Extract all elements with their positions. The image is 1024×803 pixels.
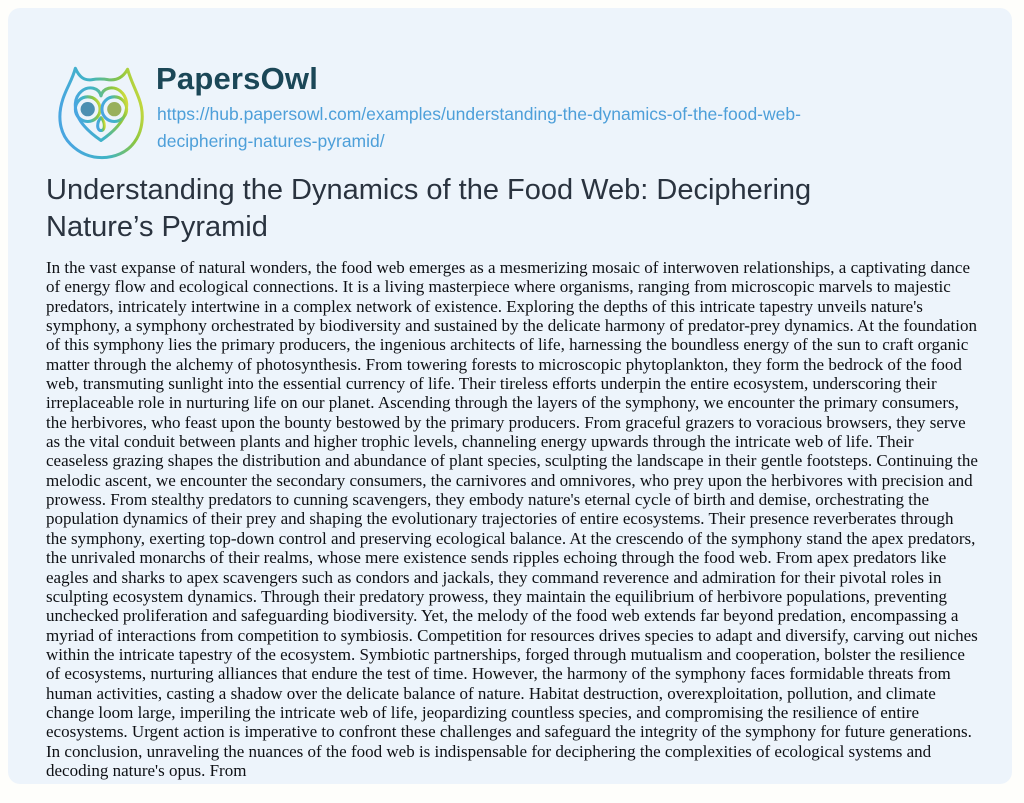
- article-url-link[interactable]: https://hub.papersowl.com/examples/understanding-the-dynamics-of-the-food-web-deciphering-natures-pyramid/: [157, 104, 801, 151]
- article-body: In the vast expanse of natural wonders, the food web emerges as a mesmerizing mosaic of interwoven relationships, a captivating dance of energy flow and ecological connections. It is a living masterpiece where organisms, ranging from microscopic marvels to majestic predators, intricately intertwine in a complex network of existence. Exploring the depths of this intricate tapestry unveils nature's symphony, a symphony orchestrated by biodiversity and sustained by the delicate harmony of predator-prey dynamics. At the foundation of this symphony lies the primary producers, the ingenious architects of life, harnessing the boundless energy of the sun to craft organic matter through the alchemy of photosynthesis. From towering forests to microscopic phytoplankton, they form the bedrock of the food web, transmuting sunlight into the essential currency of life. Their tireless efforts underpin the entire ecosystem, underscoring their irreplaceable role in nurturing life on our planet. Ascending through the layers of the symphony, we encounter the primary consumers, the herbivores, who feast upon the bounty bestowed by the primary producers. From graceful grazers to voracious browsers, they serve as the vital conduit between plants and higher trophic levels, channeling energy upwards through the intricate web of life. Their ceaseless grazing shapes the distribution and abundance of plant species, sculpting the landscape in their gentle footsteps. Continuing the melodic ascent, we encounter the secondary consumers, the carnivores and omnivores, who prey upon the herbivores with precision and prowess. From stealthy predators to cunning scavengers, they embody nature's eternal cycle of birth and demise, orchestrating the population dynamics of their prey and shaping the evolutionary trajectories of entire ecosystems. Their presence reverberates through the symphony, exerting top-down control and preserving ecological balance. At the crescendo of the symphony stand the apex predators, the unrivaled monarchs of their realms, whose mere existence sends ripples echoing through the food web. From apex predators like eagles and sharks to apex scavengers such as condors and jackals, they command reverence and admiration for their pivotal roles in sculpting ecosystem dynamics. Through their predatory prowess, they maintain the equilibrium of herbivore populations, preventing unchecked proliferation and safeguarding biodiversity. Yet, the melody of the food web extends far beyond predation, encompassing a myriad of interactions from competition to symbiosis. Competition for resources drives species to adapt and diversify, carving out niches within the intricate tapestry of the ecosystem. Symbiotic partnerships, forged through mutualism and cooperation, bolster the resilience of ecosystems, nurturing alliances that endure the test of time. However, the harmony of the symphony faces formidable threats from human activities, casting a shadow over the delicate balance of nature. Habitat destruction, overexploitation, pollution, and climate change loom large, imperiling the intricate web of life, jeopardizing countless species, and compromising the resilience of entire ecosystems. Urgent action is imperative to confront these challenges and safeguard the integrity of the symphony for future generations. In conclusion, unraveling the nuances of the food web is indispensable for deciphering the complexities of ecological systems and decoding nature's opus. From: [46, 258, 978, 780]
- content-card: [8, 8, 1012, 784]
- brand-title: PapersOwl: [156, 61, 319, 96]
- page-title: Understanding the Dynamics of the Food Web: Deciphering Nature’s Pyramid: [46, 174, 812, 243]
- owl-logo-icon: [44, 55, 158, 169]
